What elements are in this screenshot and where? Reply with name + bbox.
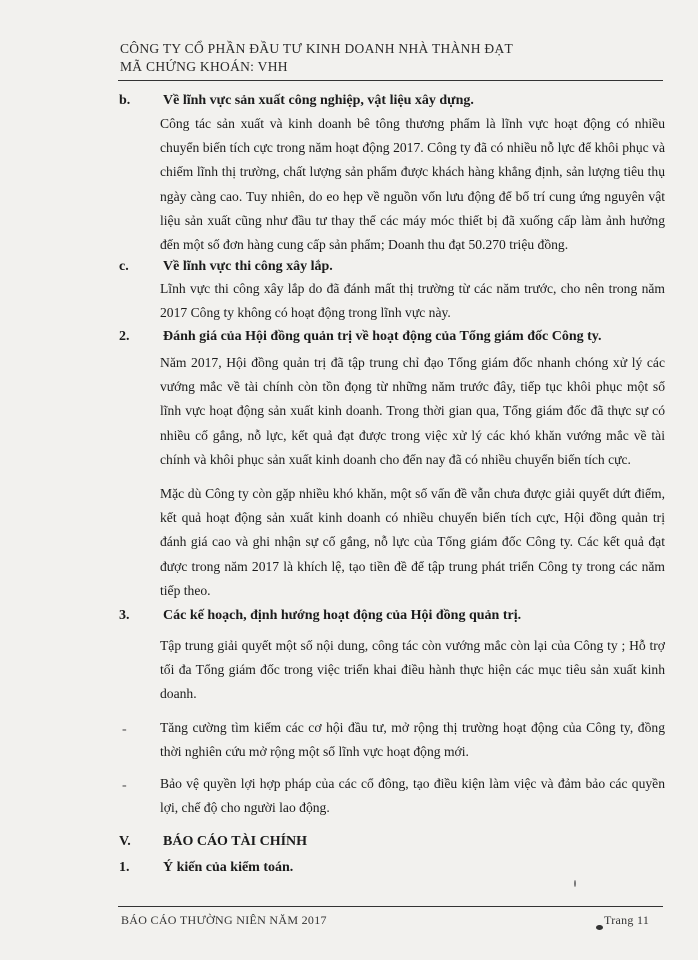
- section-3-text: Tập trung giải quyết một số nội dung, công tác còn vướng mắc còn lại của Công ty ; Hỗ trợ tối đa Tổng giám đốc trong việc triển khai điều hành thực hiện các mục tiêu sản xuất kinh doanh.: [160, 638, 665, 702]
- section-c-heading: Về lĩnh vực thi công xây lắp.: [163, 259, 333, 274]
- section-3-heading: Các kế hoạch, định hướng hoạt động của Hội đồng quản trị.: [163, 608, 522, 623]
- footer-report-title: BÁO CÁO THƯỜNG NIÊN NĂM 2017: [121, 913, 327, 927]
- stock-code: MÃ CHỨNG KHOÁN: VHH: [120, 59, 288, 74]
- bullet-dash-1: -: [122, 722, 127, 737]
- section-b-heading: Về lĩnh vực sản xuất công nghiệp, vật liệu xây dựng.: [163, 93, 474, 108]
- header-divider: [118, 80, 663, 81]
- section-3-number: 3.: [119, 608, 130, 623]
- section-2-number: 2.: [119, 329, 130, 344]
- section-2-paragraph-2: Mặc dù Công ty còn gặp nhiều khó khăn, một số vấn đề vẫn chưa được giải quyết dứt điểm, kết quả hoạt động sản xuất kinh doanh có nhiều chuyển biến tích cực, Hội đồng quản trị đánh giá cao và ghi nhận sự cố gắng, nỗ lực của Tổng giám đốc Công ty. Các kết quả đạt được trong năm 2017 là khích lệ, tạo tiền đề để tập trung phát triển Công ty trong các năm tiếp theo.: [160, 486, 665, 598]
- section-c-number: c.: [119, 259, 129, 274]
- section-3-bullet-2: Bảo vệ quyền lợi hợp pháp của các cổ đông, tạo điều kiện làm việc và đảm bảo các quyền lợi, chế độ cho người lao động.: [160, 776, 665, 816]
- section-b-number: b.: [119, 93, 131, 108]
- footer-divider: [118, 906, 663, 907]
- section-v-heading: BÁO CÁO TÀI CHÍNH: [163, 834, 308, 849]
- section-v1-heading: Ý kiến của kiểm toán.: [163, 860, 294, 875]
- footer-page-number: Trang 11: [604, 913, 650, 927]
- scan-speck-1: [574, 880, 576, 887]
- bullet-dash-2: -: [122, 778, 127, 793]
- company-name: CÔNG TY CỔ PHẦN ĐẦU TƯ KINH DOANH NHÀ THÀNH ĐẠT: [120, 41, 514, 56]
- section-2-heading: Đánh giá của Hội đồng quản trị về hoạt động của Tổng giám đốc Công ty.: [163, 329, 602, 344]
- scan-speck-2: [596, 925, 603, 930]
- section-2-paragraph-1: Năm 2017, Hội đồng quản trị đã tập trung chỉ đạo Tổng giám đốc nhanh chóng xử lý các vướng mắc về tài chính còn tồn đọng từ những năm trước đây, tiếp tục khôi phục một số lĩnh vực hoạt động sản xuất kinh doanh. Trong thời gian qua, Tổng giám đốc đã thực sự có nhiều cố gắng, nỗ lực, kết quả đạt được trong việc xử lý các khó khăn vướng mắc về tài chính và khôi phục sản xuất kinh doanh cho đến nay đã có nhiều chuyển biến tích cực.: [160, 355, 665, 467]
- section-b-text: Công tác sản xuất và kinh doanh bê tông thương phẩm là lĩnh vực hoạt động có nhiều chuyển biến tích cực trong năm hoạt động 2017. Công ty đã có nhiều nỗ lực để khôi phục và chiếm lĩnh thị trường, chất lượng sản phẩm được khách hàng khẳng định, sản lượng tiêu thụ ngày càng cao. Tuy nhiên, do eo hẹp về nguồn vốn lưu động để bố trí cung ứng nguyên vật liệu sản xuất cũng như đầu tư thay thế các máy móc thiết bị đã xuống cấp làm ảnh hưởng đến một số đơn hàng cung cấp sản phẩm; Doanh thu đạt 50.270 triệu đồng.: [160, 116, 665, 253]
- section-3-bullet-1: Tăng cường tìm kiếm các cơ hội đầu tư, mở rộng thị trường hoạt động của Công ty, đồng thời nghiên cứu mở rộng một số lĩnh vực hoạt động mới.: [160, 720, 665, 760]
- section-v1-number: 1.: [119, 860, 130, 875]
- section-c-text: Lĩnh vực thi công xây lắp do đã đánh mất thị trường từ các năm trước, cho nên trong năm 2017 Công ty không có hoạt động trong lĩnh vực này.: [160, 281, 665, 321]
- section-v-number: V.: [119, 834, 131, 849]
